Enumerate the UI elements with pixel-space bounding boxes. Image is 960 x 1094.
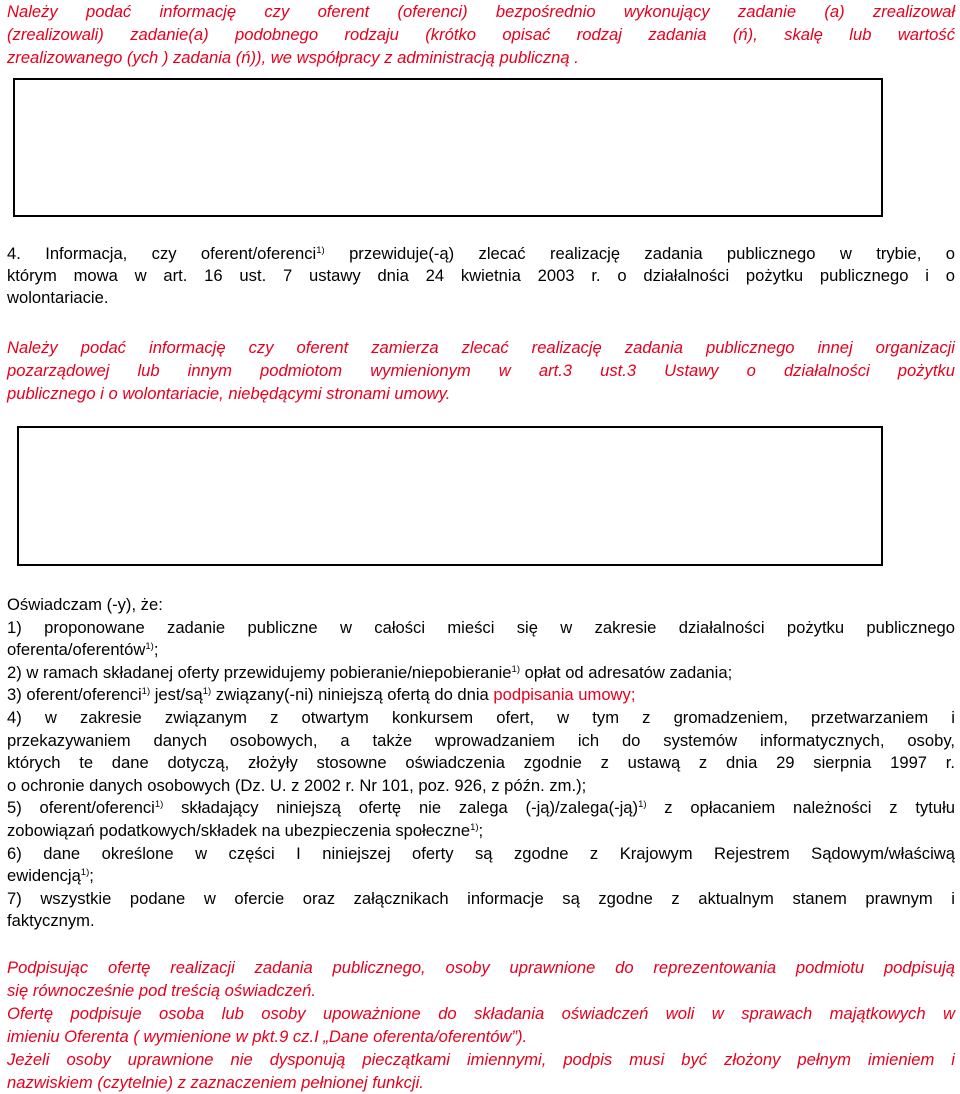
declarations-heading: Oświadczam (-y), że: (7, 595, 163, 614)
declaration-1-end: ; (153, 640, 159, 660)
footnote-ref: 1) (145, 641, 154, 653)
footnote-ref: 1) (202, 686, 212, 698)
section-4-instruction-line-2: pozarządowej lub innym podmiotom wymienionym w art.3 ust.3 Ustawy o działalności pożytku (7, 361, 955, 380)
section-4-line-2: którym mowa w art. 16 ust. 7 ustawy dnia 24 kwietnia 2003 r. o działalności pożytku publicznego i o (7, 266, 955, 285)
answer-box-subcontracting[interactable] (17, 426, 883, 566)
intro-line-2: (zrealizowali) zadanie(a) podobnego rodzaju (krótko opisać rodzaj zadania (ń), skalę lub wartość (7, 25, 955, 44)
declaration-1-line-1: 1) proponowane zadanie publiczne w całości mieści się w zakresie działalności pożytku publicznego (7, 617, 955, 637)
declaration-6-line-2 (7, 865, 955, 888)
section-4-title-cont: przewiduje(-ą) zlecać realizację zadania publicznego w trybie, o (349, 244, 955, 263)
signature-instruction-line-1: Podpisując ofertę realizacji zadania publicznego, osoby uprawnione do reprezentowania podmiotu podpisują (7, 958, 955, 977)
intro-line-1: Należy podać informację czy oferent (oferenci) bezpośrednio wykonujący zadanie (a) zrealizował (7, 2, 955, 21)
section-4-instruction-line-3: publicznego i o wolontariacie, niebędącymi stronami umowy. (7, 384, 451, 403)
declaration-5-text-b: składający niniejszą ofertę nie zalega (-ją)/zalega(-ją) (163, 798, 639, 818)
signature-instruction-line-5: Jeżeli osoby uprawnione nie dysponują pieczątkami imiennymi, podpis musi być złożony pełnym imieniem i (7, 1050, 955, 1069)
declarations (7, 594, 955, 933)
signature-instruction-line-4: imieniu Oferenta ( wymienione w pkt.9 cz.I „Dane oferenta/oferentów”). (7, 1027, 528, 1046)
declaration-3-text-b: jest/są (150, 685, 203, 705)
declaration-3-text-a: 3) oferent/oferenci (7, 685, 142, 705)
footnote-ref: 1) (470, 821, 479, 833)
declaration-3-highlight: podpisania umowy; (493, 685, 636, 705)
footnote-ref: 1) (80, 867, 90, 879)
footnote-ref: 1) (154, 799, 164, 811)
section-4 (7, 243, 955, 309)
declaration-1-text: oferenta/oferentów (7, 640, 146, 660)
footnote-ref: 1) (638, 799, 647, 811)
declaration-6-line-1: 6) dane określone w części I niniejszej oferty są zgodne z Krajowym Rejestrem Sądowym/właściwą (7, 843, 955, 863)
declaration-6-end: ; (89, 866, 94, 886)
declaration-5-text-c: z opłacaniem należności z tytułu (646, 798, 955, 818)
declaration-3 (7, 684, 955, 707)
intro-instruction (7, 0, 955, 69)
declaration-4-line-4: o ochronie danych osobowych (Dz. U. z 2002 r. Nr 101, poz. 926, z późn. zm.); (7, 775, 587, 795)
section-4-title: 4. Informacja, czy oferent/oferenci (7, 244, 317, 263)
signature-instruction (7, 956, 955, 1094)
signature-instruction-line-2: się równocześnie pod treścią oświadczeń. (7, 981, 316, 1000)
declaration-5-line-2 (7, 820, 955, 843)
declaration-4-line-3: których te dane dotyczą, złożyły stosowne oświadczenia zgodnie z ustawą z dnia 29 sierpnia 1997 r. (7, 753, 955, 773)
declaration-5-end: ; (478, 820, 484, 840)
section-4-line-1 (7, 243, 955, 265)
section-4-line-3: wolontariacie. (7, 288, 109, 307)
signature-instruction-line-6: nazwiskiem (czytelnie) z zaznaczeniem pełnionej funkcji. (7, 1073, 424, 1092)
declaration-2-end: opłat od adresatów zadania; (520, 662, 733, 682)
declaration-7-line-1: 7) wszystkie podane w ofercie oraz załącznikach informacje są zgodne z aktualnym stanem prawnym i (7, 888, 955, 908)
declaration-5-line-1 (7, 797, 955, 820)
section-4-instruction (7, 336, 955, 405)
signature-instruction-line-3: Ofertę podpisuje osoba lub osoby upoważnione do składania oświadczeń woli w sprawach majątkowych w (7, 1004, 955, 1023)
footnote-ref: 1) (316, 245, 325, 256)
declaration-3-text-c: związany(-ni) niniejszą ofertą do dnia (211, 685, 494, 705)
declaration-2-text: 2) w ramach składanej oferty przewidujemy pobieranie/niepobieranie (7, 662, 512, 682)
declaration-1-line-2 (7, 639, 955, 662)
declaration-7-line-2: faktycznym. (7, 911, 95, 931)
declaration-4-line-1: 4) w zakresie związanym z otwartym konkursem ofert, w tym z gromadzeniem, przetwarzaniem i (7, 707, 955, 727)
declaration-4-line-2: przekazywaniem danych osobowych, a także wprowadzaniem ich do systemów informatycznych, osoby, (7, 730, 955, 750)
footnote-ref: 1) (141, 686, 151, 698)
answer-box-previous-tasks[interactable] (13, 78, 883, 217)
section-4-instruction-line-1: Należy podać informację czy oferent zamierza zlecać realizację zadania publicznego innej organizacji (7, 338, 955, 357)
declaration-5-text-a: 5) oferent/oferenci (7, 798, 155, 818)
intro-line-3: zrealizowanego (ych ) zadania (ń)), we współpracy z administracją publiczną . (7, 48, 579, 67)
footnote-ref: 1) (511, 663, 520, 675)
declaration-6-text: ewidencją (7, 866, 81, 886)
declaration-2 (7, 662, 955, 685)
declaration-5-text-d: zobowiązań podatkowych/składek na ubezpieczenia społeczne (7, 820, 471, 840)
